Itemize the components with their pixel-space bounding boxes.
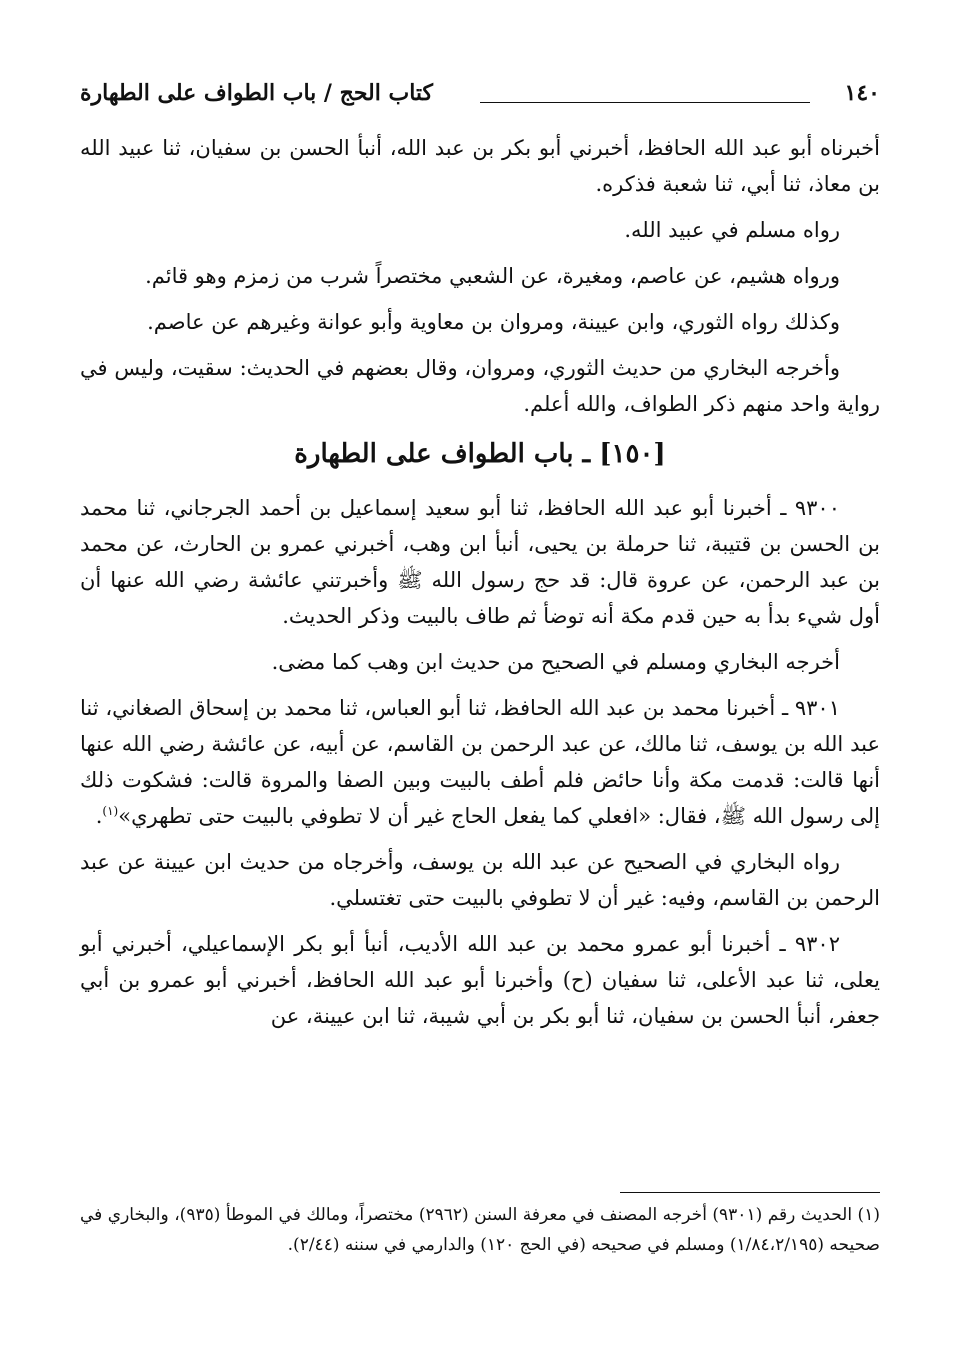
- footnotes: [80, 1200, 880, 1260]
- footnote-marker[interactable]: (١): [102, 804, 119, 818]
- paragraph: أخبرناه أبو عبد الله الحافظ، أخبرني أبو بكر بن عبد الله، أنبأ الحسن بن سفيان، ثنا عبيد الله بن معاذ، ثنا أبي، ثنا شعبة فذكره.: [80, 136, 880, 196]
- running-title: كتاب الحج / باب الطواف على الطهارة: [80, 80, 434, 106]
- hadith-9302: ٩٣٠٢ ـ أخبرنا أبو عمرو محمد بن عبد الله الأديب، أنبأ أبو بكر الإسماعيلي، أخبرني أبو يعلى، ثنا عبد الأعلى، ثنا سفيان (ح) وأخبرنا أبو عبد الله الحافظ، أخبرني أبو عمرو بن أبي جعفر، أنبأ الحسن بن سفيان، ثنا أبو بكر بن أبي شيبة، ثنا ابن عيينة، عن: [80, 932, 880, 1028]
- header-rule: [480, 102, 810, 103]
- footnote-separator: [620, 1192, 880, 1193]
- page-header: [80, 80, 880, 114]
- paragraph: رواه مسلم في عبيد الله.: [624, 218, 840, 242]
- commentary: رواه البخاري في الصحيح عن عبد الله بن يوسف، وأخرجاه من حديث ابن عيينة عن عبد الرحمن بن القاسم، وفيه: غير أن لا تطوفي بالبيت حتى تغتسلي.: [80, 850, 880, 910]
- commentary: أخرجه البخاري ومسلم في الصحيح من حديث ابن وهب كما مضى.: [271, 650, 840, 674]
- main-text: [80, 130, 880, 1044]
- hadith-9300: ٩٣٠٠ ـ أخبرنا أبو عبد الله الحافظ، ثنا أبو سعيد إسماعيل بن أحمد الجرجاني، ثنا محمد بن الحسن بن قتيبة، ثنا حرملة بن يحيى، أنبأ ابن وهب، أخبرني عمرو بن الحارث، عن محمد بن عبد الرحمن، عن عروة قال: قد حج رسول الله ﷺ وأخبرتني عائشة رضي الله عنها أن أول شيء بدأ به حين قدم مكة أنه توضأ ثم طاف بالبيت وذكر الحديث.: [80, 496, 880, 628]
- chapter-heading: [١٥٠] ـ باب الطواف على الطهارة: [294, 439, 666, 469]
- paragraph: ورواه هشيم، عن عاصم، ومغيرة، عن الشعبي مختصراً شرب من زمزم وهو قائم.: [145, 264, 840, 288]
- footnote-1: (١) الحديث رقم (٩٣٠١) أخرجه المصنف في معرفة السنن (٢٩٦٢) مختصراً، ومالك في الموطأ (٩٣٥)، والبخاري في صحيحه (١/٨٤،٢/١٩٥) ومسلم في صحيحه (في الحج ١٢٠) والدارمي في سننه (٢/٤٤).: [80, 1205, 880, 1255]
- hadith-9301-end: .: [95, 804, 103, 828]
- paragraph: وأخرجه البخاري من حديث الثوري، ومروان، وقال بعضهم في الحديث: سقيت، وليس في رواية واحد منهم ذكر الطواف، والله أعلم.: [80, 356, 880, 416]
- page-number: ١٤٠: [844, 80, 880, 106]
- hadith-9301-text: ٩٣٠١ ـ أخبرنا محمد بن عبد الله الحافظ، ثنا أبو العباس، ثنا محمد بن إسحاق الصغاني، ثنا عبد الله بن يوسف، ثنا مالك، عن عبد الرحمن بن القاسم، عن أبيه، عن عائشة رضي الله عنها أنها قالت: قدمت مكة وأنا حائض فلم أطف بالبيت وبين الصفا والمروة قالت: فشكوت ذلك إلى رسول الله ﷺ، فقال: «افعلي كما يفعل الحاج غير أن لا تطوفي بالبيت حتى تطهري»: [80, 696, 880, 828]
- paragraph: وكذلك رواه الثوري، وابن عيينة، ومروان بن معاوية وأبو عوانة وغيرهم عن عاصم.: [147, 310, 840, 334]
- hadith-9301: [80, 690, 880, 834]
